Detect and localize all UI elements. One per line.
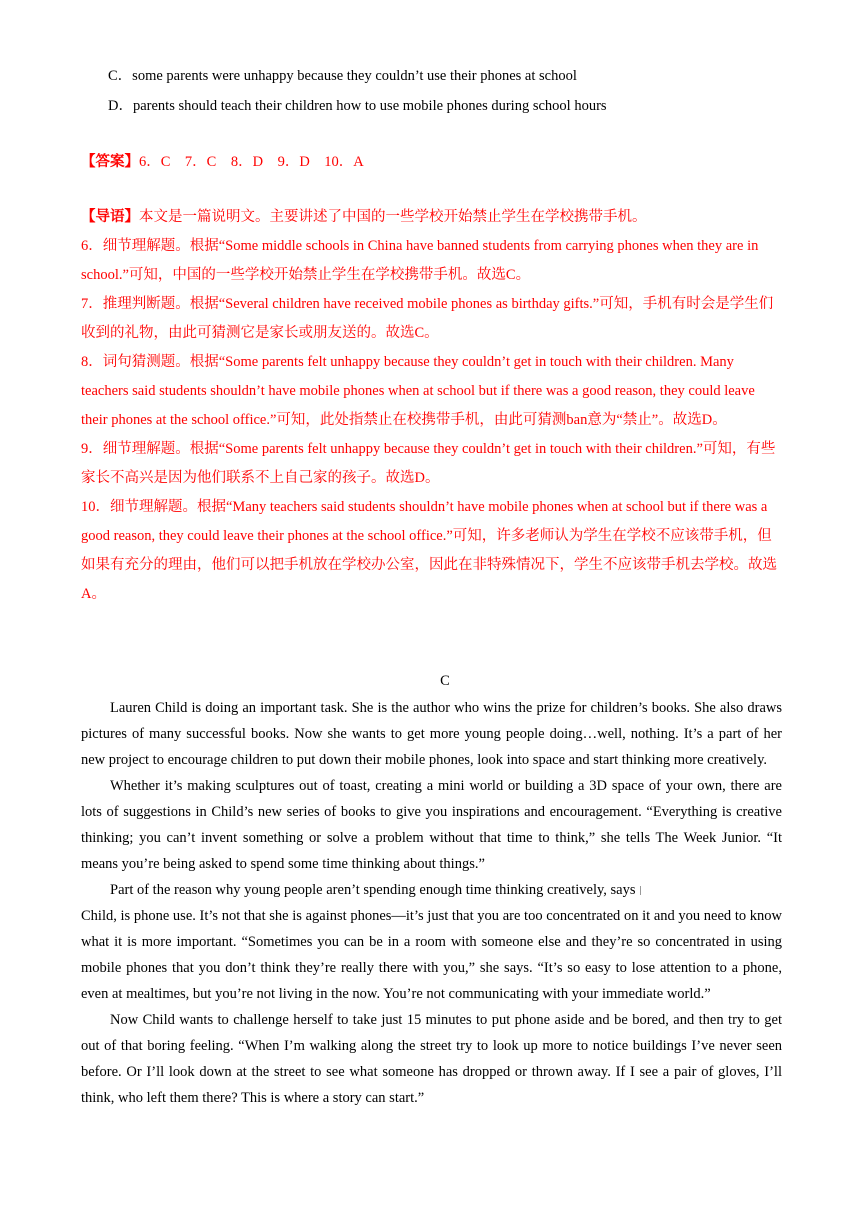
guide-item-6: 6．细节理解题。根据“Some middle schools in China have banned students from carrying phones when they are in school.”可知，中国的一些学校开始禁止学生在学校携带手机。故选C。 (81, 238, 759, 283)
passage-paragraph-1: Lauren Child is doing an important task. She is the author who wins the prize for children’s books. She also draws pictures of many successful books. Now she wants to get more young people doing…well, nothing. It’s a part of her new project to encourage children to put down their mobile phones, look into space and start thinking more creatively. (81, 700, 782, 768)
passage-c (81, 695, 782, 1111)
section-heading: C (440, 673, 450, 689)
passage-paragraph-2: Whether it’s making sculptures out of toast, creating a mini world or building a 3D space of your own, there are lots of suggestions in Child’s new series of books to give you inspirations and encouragement. “Everything is creative thinking; you can’t invent something or solve a problem without that time to think,” she tells The Week Junior. “It means you’re being asked to spend some time thinking about things.” (81, 778, 782, 872)
passage-paragraph-3-rest: Child, is phone use. It’s not that she is against phones—it’s just that you are too concentrated on it and you need to know what it is more important. “Sometimes you can be in a room with someone else and they’re so concentrated in using mobile phones that you don’t think they’re really there with you,” she says. “It’s so easy to lose attention to a phone, even at mealtimes, but you’re not living in the now. You’re not communicating with your immediate world.” (81, 908, 782, 1002)
guide-item-9: 9．细节理解题。根据“Some parents felt unhappy because they couldn’t get in touch with their children.”可知，有些家长不高兴是因为他们联系不上自己家的孩子。故选D。 (81, 441, 776, 486)
answer-text: 6．C 7．C 8．D 9．D 10．A (139, 154, 364, 170)
guide-section (81, 203, 781, 609)
option-c: C．some parents were unhappy because they couldn’t use their phones at school (108, 68, 577, 84)
guide-item-8: 8．词句猜测题。根据“Some parents felt unhappy because they couldn’t get in touch with their children. Many teachers said students shouldn’t have mobile phones when at school but if there was a good reason, they could leave their phones at the school office.”可知，此处指禁止在校携带手机，由此可猜测ban意为“禁止”。故选D。 (81, 354, 755, 428)
guide-item-10: 10．细节理解题。根据“Many teachers said students shouldn’t have mobile phones when at school but if there was a good reason, they could leave their phones at the school office.”可知，许多老师认为学生在学校不应该带手机，但如果有充分的理由，他们可以把手机放在学校办公室，因此在非特殊情况下，学生不应该带手机去学校。故选A。 (81, 499, 777, 602)
guide-intro: 本文是一篇说明文。主要讲述了中国的一些学校开始禁止学生在学校携带手机。 (139, 209, 647, 225)
guide-intro-line (81, 203, 781, 232)
text-cursor-mark (640, 886, 641, 895)
answer-tag: 【答案】 (81, 154, 139, 170)
passage-paragraph-3a: Part of the reason why young people aren’t spending enough time thinking creatively, says (110, 882, 636, 898)
guide-tag: 【导语】 (81, 209, 139, 225)
answer-line (81, 152, 364, 172)
option-d: D．parents should teach their children how to use mobile phones during school hours (108, 98, 607, 114)
guide-item-7: 7．推理判断题。根据“Several children have received mobile phones as birthday gifts.”可知，手机有时会是学生们收到的礼物，由此可猜测它是家长或朋友送的。故选C。 (81, 296, 774, 341)
passage-paragraph-3-start (81, 877, 782, 903)
passage-paragraph-4: Now Child wants to challenge herself to take just 15 minutes to put phone aside and be bored, and then try to get out of that boring feeling. “When I’m walking along the street try to look up more to notice buildings I’ve never seen before. Or I’ll look down at the street to see what someone has dropped or thrown away. If I see a pair of gloves, I’ll think, who left them there? This is where a story can start.” (81, 1012, 782, 1106)
